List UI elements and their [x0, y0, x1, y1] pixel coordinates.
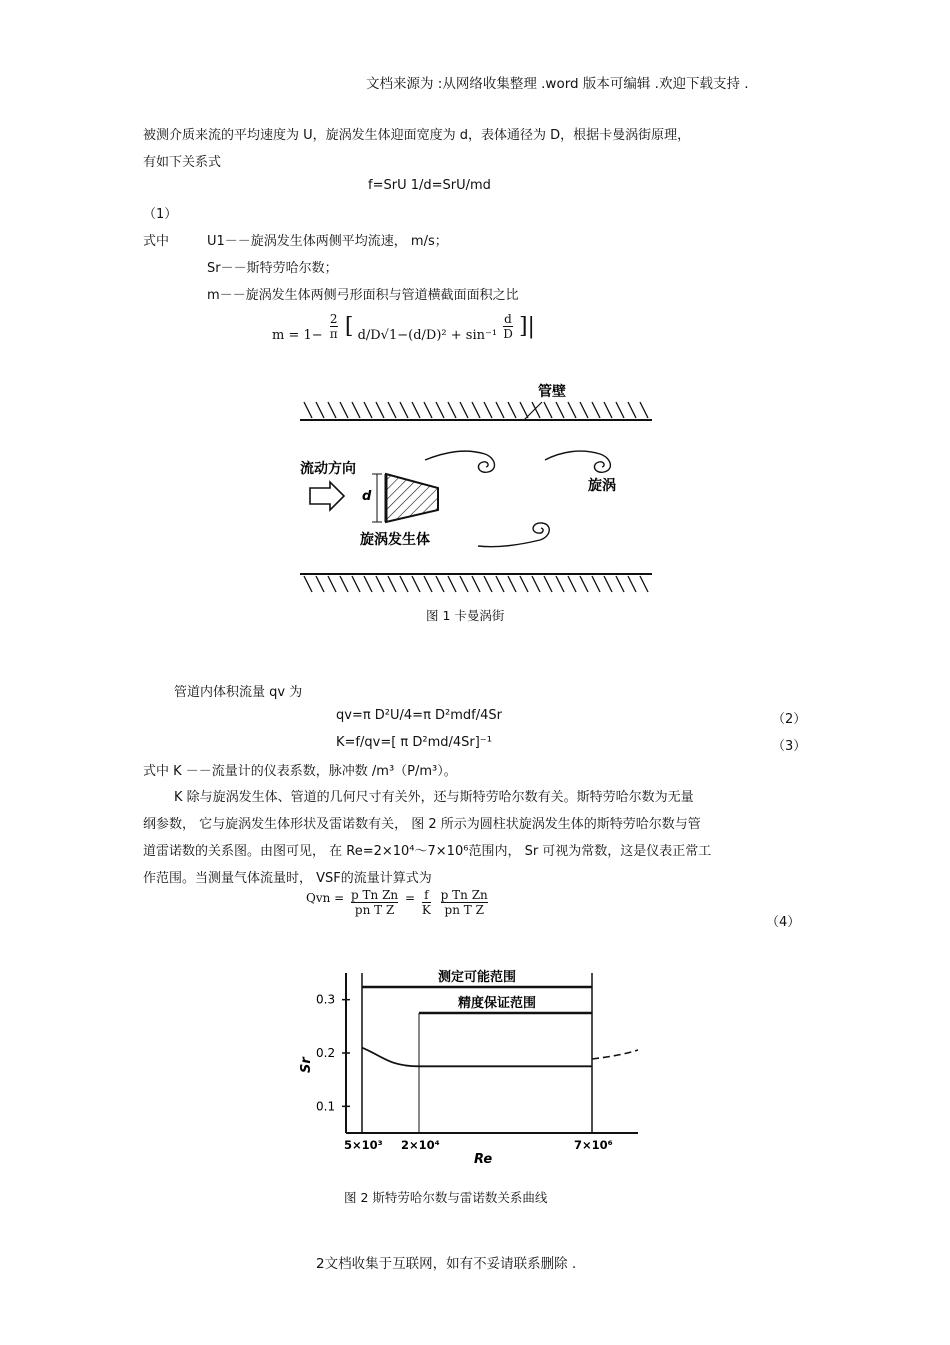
bluff-body — [386, 474, 438, 522]
y-tick-label-0: 0.3 — [316, 992, 336, 1007]
x-tick-label-1: 2×10⁴ — [401, 1138, 440, 1152]
x-tick-label-2: 7×10⁶ — [574, 1138, 613, 1152]
karman-vortex-diagram — [290, 378, 660, 603]
equation-4-den3: pn T Z — [444, 903, 484, 917]
equation-4-number: （4） — [766, 915, 801, 930]
vortex-upper-1-icon — [425, 451, 494, 472]
x-tick-label-0: 5×10³ — [344, 1138, 383, 1152]
equation-1: f=SrU 1/d=SrU/md — [368, 178, 491, 193]
equation-4-eq: = — [404, 891, 416, 905]
para4-line2: 纲参数， 它与旋涡发生体形状及雷诺数有关， 图 2 所示为圆柱状旋涡发生体的斯特劳哈尔数与管 — [143, 817, 701, 832]
equation-3: K=f/qv=[ π D²md/4Sr]⁻¹ — [336, 735, 492, 750]
equation-2-number: （2） — [772, 712, 807, 727]
vortex-label: 旋涡 — [588, 478, 616, 494]
pipe-wall-label: 管壁 — [538, 384, 566, 400]
formula-m-D: D — [503, 327, 513, 341]
vortex-lower-icon — [478, 523, 549, 547]
equation-4-den2: K — [421, 903, 431, 917]
where-u1: U1－－旋涡发生体两侧平均流速， m/s； — [207, 234, 448, 249]
y-axis-label: Sr — [299, 1057, 314, 1073]
para2: 管道内体积流量 qv 为 — [174, 685, 303, 700]
equation-4-num1: p Tn Zn — [351, 888, 399, 902]
where-sr: Sr－－斯特劳哈尔数； — [207, 261, 338, 276]
page-header: 文档来源为 :从网络收集整理 .word 版本可编辑 .欢迎下载支持 . — [366, 76, 749, 92]
figure2-caption: 图 2 斯特劳哈尔数与雷诺数关系曲线 — [344, 1190, 548, 1205]
formula-m: m = 1− $\frac{2}{\pi}$ [ d/D√1−(d/D)² + sin⁻¹ $\frac{d}{D}$ ]| — [272, 312, 535, 343]
equation-4 — [306, 888, 491, 917]
equation-4-num2: f — [422, 888, 431, 903]
width-d-label: d — [362, 489, 372, 504]
flow-arrow-icon — [310, 482, 344, 510]
page-footer: 2文档收集于互联网，如有不妥请联系删除 . — [316, 1256, 577, 1272]
accuracy-range-label: 精度保证范围 — [458, 996, 537, 1011]
measurable-range-label: 测定可能范围 — [438, 970, 517, 985]
equation-1-number: （1） — [143, 207, 178, 222]
para4-line3: 道雷诺数的关系图。由图可见， 在 Re=2×10⁴～7×10⁶范围内， Sr 可视为常数，这是仪表正常工 — [143, 844, 712, 859]
formula-m-body: d/D√1−(d/D)² + sin⁻¹ — [357, 328, 498, 343]
equation-4-lhs: Qvn = — [306, 891, 345, 905]
para4-line1: K 除与旋涡发生体、管道的几何尺寸有关外，还与斯特劳哈尔数有关。斯特劳哈尔数为无量 — [174, 790, 694, 805]
equation-2: qv=π D²U/4=π D²mdf/4Sr — [336, 708, 502, 723]
formula-m-den: π — [329, 327, 338, 341]
para1-line2: 有如下关系式 — [143, 155, 222, 170]
sr-re-chart — [290, 965, 650, 1170]
bluff-body-label: 旋涡发生体 — [360, 532, 430, 548]
equation-3-number: （3） — [772, 739, 807, 754]
sr-curve-extension — [592, 1050, 638, 1059]
vortex-upper-2-icon — [545, 451, 610, 472]
para1-line1: 被测介质来流的平均速度为 U，旋涡发生体迎面宽度为 d，表体通径为 D，根据卡曼涡街原理， — [143, 128, 691, 143]
where-label: 式中 — [143, 234, 170, 249]
y-tick-label-1: 0.2 — [316, 1046, 336, 1060]
y-tick-label-2: 0.1 — [316, 1099, 336, 1114]
sr-curve — [362, 1048, 592, 1067]
para3: 式中 K －－流量计的仪表系数，脉冲数 /m³（P/m³）。 — [143, 764, 457, 779]
formula-m-d: d — [504, 312, 512, 326]
formula-m-num: 2 — [329, 312, 338, 326]
equation-4-num3: p Tn Zn — [440, 888, 488, 902]
para4-line4: 作范围。当测量气体流量时， VSF的流量计算式为 — [143, 871, 432, 886]
where-m: m－－旋涡发生体两侧弓形面积与管道横截面面积之比 — [207, 288, 519, 303]
x-axis-label: Re — [474, 1152, 493, 1167]
formula-m-lhs: m = 1− — [272, 328, 323, 343]
equation-4-den1: pn T Z — [354, 903, 395, 917]
flow-direction-label: 流动方向 — [300, 461, 356, 477]
figure1-caption: 图 1 卡曼涡街 — [426, 608, 505, 623]
